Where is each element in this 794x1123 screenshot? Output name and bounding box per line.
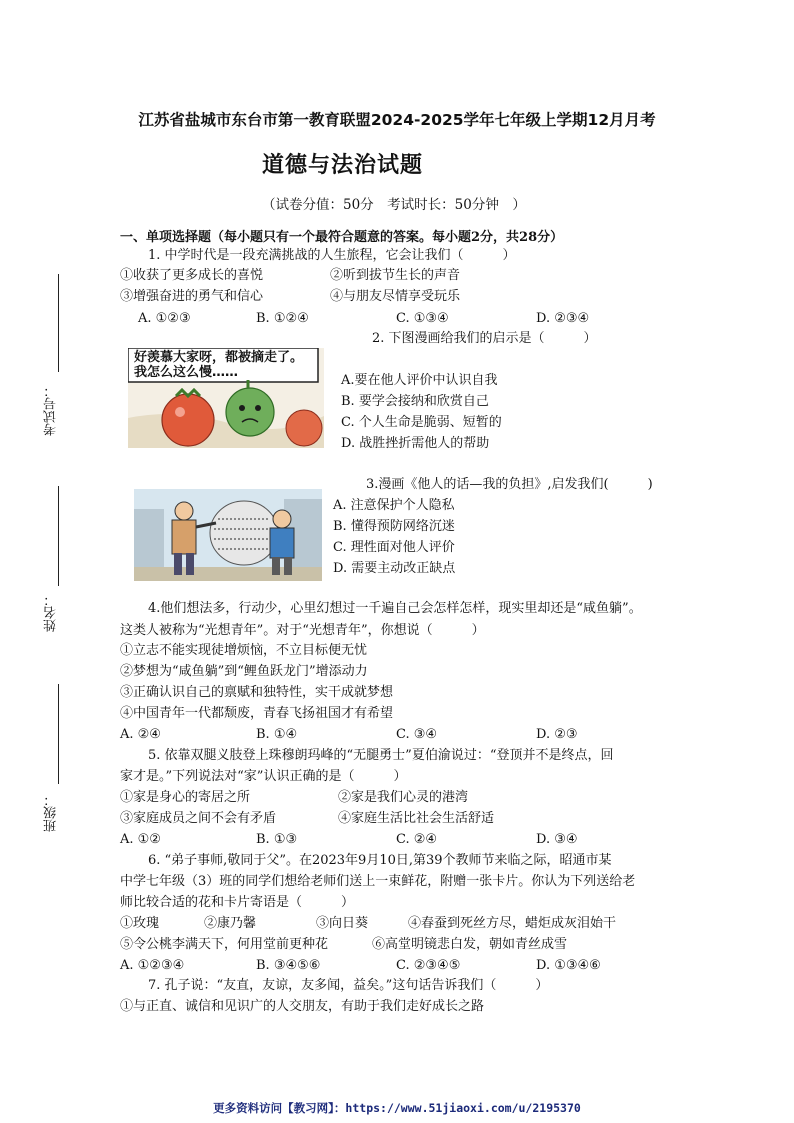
q4-statement: ④中国青年一代都颓废，青春飞扬祖国才有希望	[120, 706, 394, 721]
q2-option-a: A.要在他人评价中认识自我	[341, 373, 498, 388]
binding-line	[58, 274, 59, 372]
q6-option-b: B. ③④⑤⑥	[256, 958, 321, 973]
q4-option-a: A. ②④	[120, 727, 161, 742]
q6-statement: ①玫瑰	[120, 916, 160, 931]
q5-statement: ②家是我们心灵的港湾	[338, 790, 469, 805]
q6-stem: 6. “弟子事师,敬同于父”。在2023年9月10日,第39个教师节来临之际，昭通市某	[148, 853, 612, 868]
binding-line	[58, 486, 59, 586]
subject-title: 道德与法治试题	[262, 153, 424, 178]
q3-option-d: D. 需要主动改正缺点	[333, 561, 456, 576]
document-title: 江苏省盐城市东台市第一教育联盟2024-2025学年七年级上学期12月月考	[138, 111, 656, 129]
q3-option-a: A. 注意保护个人隐私	[333, 498, 455, 513]
q6-stem: 中学七年级（3）班的同学们想给老师们送上一束鲜花，附赠一张卡片。你认为下列送给老	[120, 874, 636, 889]
q4-stem: 4.他们想法多，行动少，心里幻想过一千遍自己会怎样怎样，现实里却还是“咸鱼躺”。	[148, 601, 642, 616]
q5-stem: 5. 依靠双腿义肢登上珠穆朗玛峰的“无腿勇士”夏伯渝说过：“登顶并不是终点，回	[148, 748, 614, 763]
q4-statement: ③正确认识自己的禀赋和独特性，实干成就梦想	[120, 685, 394, 700]
q2-option-c: C. 个人生命是脆弱、短暂的	[341, 415, 502, 430]
q4-option-d: D. ②③	[536, 727, 578, 742]
burden-cartoon-image	[134, 489, 322, 581]
q6-option-d: D. ①③④⑥	[536, 958, 601, 973]
q6-statement: ⑤令公桃李满天下，何用堂前更种花	[120, 937, 329, 952]
q1-option-b: B. ①②④	[256, 311, 309, 326]
q6-option-a: A. ①②③④	[120, 958, 185, 973]
q1-stem: 1. 中学时代是一段充满挑战的人生旅程，它会让我们（ ）	[148, 248, 516, 263]
q6-statement: ③向日葵	[316, 916, 369, 931]
q2-stem: 2. 下图漫画给我们的启示是（ ）	[372, 331, 597, 346]
exam-number-label: 考试号：	[44, 384, 59, 436]
q5-statement: ①家是身心的寄居之所	[120, 790, 251, 805]
q6-statement: ④春蚕到死丝方尽，蜡炬成灰泪始干	[408, 916, 617, 931]
q2-option-b: B. 要学会接纳和欣赏自己	[341, 394, 489, 409]
q6-option-c: C. ②③④⑤	[396, 958, 461, 973]
q1-option-c: C. ①③④	[396, 311, 449, 326]
q7-stem: 7. 孔子说：“友直，友谅，友多闻，益矣。”这句话告诉我们（ ）	[148, 978, 549, 993]
q5-option-c: C. ②④	[396, 832, 438, 847]
q1-statement: ②听到拔节生长的声音	[330, 268, 461, 283]
section-heading: 一、单项选择题（每小题只有一个最符合题意的答案。每小题2分，共28分）	[120, 230, 564, 245]
q5-option-d: D. ③④	[536, 832, 578, 847]
q6-statement: ②康乃馨	[204, 916, 257, 931]
q1-option-d: D. ②③④	[536, 311, 590, 326]
q5-option-a: A. ①②	[120, 832, 161, 847]
q2-option-d: D. 战胜挫折需他人的帮助	[341, 436, 490, 451]
q4-stem: 这类人被称为“光想青年”。对于“光想青年”，你想说（ ）	[120, 623, 485, 638]
q1-statement: ③增强奋进的勇气和信心	[120, 289, 264, 304]
q1-statement: ④与朋友尽情享受玩乐	[330, 289, 461, 304]
q5-stem: 家才是。”下列说法对“家”认识正确的是（ ）	[120, 769, 407, 784]
q3-option-b: B. 懂得预防网络沉迷	[333, 519, 455, 534]
q4-option-b: B. ①④	[256, 727, 298, 742]
q4-option-c: C. ③④	[396, 727, 438, 742]
q7-statement: ①与正直、诚信和见识广的人交朋友，有助于我们走好成长之路	[120, 999, 485, 1014]
q3-option-c: C. 理性面对他人评价	[333, 540, 455, 555]
footer-link[interactable]: 更多资料访问【教习网】：https://www.51jiaoxi.com/u/2195370	[213, 1101, 581, 1115]
q6-stem: 师比较合适的花和卡片寄语是（ ）	[120, 895, 355, 910]
q4-statement: ①立志不能实现徒增烦恼，不立目标便无忧	[120, 643, 368, 658]
tomato-cartoon-image	[128, 348, 324, 448]
name-label: 姓名：	[44, 593, 59, 632]
q1-statement: ①收获了更多成长的喜悦	[120, 268, 264, 283]
q6-statement: ⑥高堂明镜悲白发，朝如青丝成雪	[372, 937, 568, 952]
q4-statement: ②梦想为“咸鱼躺”到“鲤鱼跃龙门”增添动力	[120, 664, 368, 679]
q1-option-a: A. ①②③	[138, 311, 191, 326]
q5-option-b: B. ①③	[256, 832, 298, 847]
exam-info: （试卷分值：50分 考试时长：50分钟 ）	[262, 197, 526, 213]
binding-line	[58, 684, 59, 784]
q5-statement: ③家庭成员之间不会有矛盾	[120, 811, 277, 826]
cartoon-speech-bubble: 好羡慕大家呀，都被摘走了。我怎么这么慢……	[134, 350, 304, 380]
class-label: 班级：	[44, 793, 59, 832]
q5-statement: ④家庭生活比社会生活舒适	[338, 811, 495, 826]
q3-stem: 3.漫画《他人的话—我的负担》,启发我们( )	[366, 477, 653, 492]
